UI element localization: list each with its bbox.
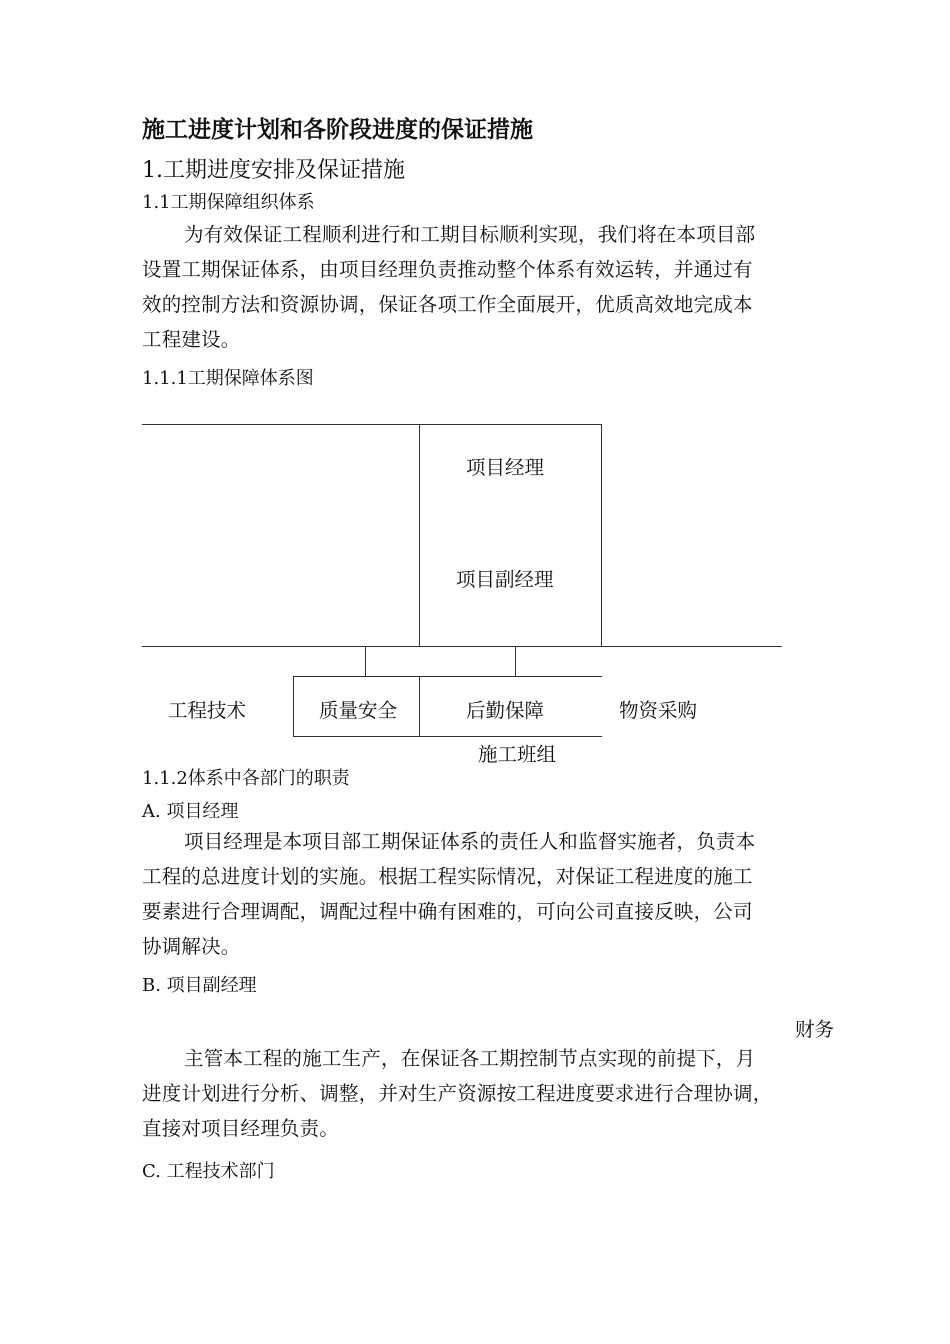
item-b-paragraph [142,1041,844,1146]
para-line: 要素进行合理调配，调配过程中确有困难的，可向公司直接反映，公司 [142,900,753,923]
node-purchasing: 物资采购 [619,699,698,722]
para-line: 主管本工程的施工生产，在保证各工期控制节点实现的前提下，月 [184,1047,756,1070]
intro-paragraph [142,217,844,357]
node-quality-safety: 质量安全 [319,699,398,722]
section-heading-1: 1.工期进度安排及保证措施 [142,158,405,183]
manager-box-right-border [601,424,602,647]
item-a-paragraph [142,824,844,964]
diagram-top-line [142,424,602,425]
section-heading-1-1-2: 1.1.2体系中各部门的职责 [142,768,350,789]
section-heading-1-1-1: 1.1.1工期保障体系图 [142,368,314,389]
item-c-heading: C. 工程技术部门 [142,1161,275,1182]
para-line: 直接对项目经理负责。 [142,1117,340,1140]
para-line: 效的控制方法和资源协调，保证各项工作全面展开，优质高效地完成本 [142,293,753,316]
connector-right [515,646,516,676]
para-line: 设置工期保证体系，由项目经理负责推动整个体系有效运转，并通过有 [142,258,753,281]
page-title: 施工进度计划和各阶段进度的保证措施 [142,117,533,143]
dept-row-top-line [293,676,602,677]
dept-box-left-border [293,676,294,737]
diagram-mid-line [142,646,782,647]
finance-label: 财务 [795,1018,835,1041]
item-a-heading: A. 项目经理 [142,801,239,822]
section-heading-1-1: 1.1工期保障组织体系 [142,192,315,213]
node-deputy-manager: 项目副经理 [456,568,554,591]
dept-box-divider [419,676,420,737]
node-logistics: 后勤保障 [466,699,545,722]
node-engineering-tech: 工程技术 [168,699,247,722]
para-line: 项目经理是本项目部工期保证体系的责任人和监督实施者，负责本 [184,830,756,853]
connector-left [365,646,366,676]
para-line: 协调解决。 [142,935,241,958]
para-line: 工程的总进度计划的实施。根据工程实际情况，对保证工程进度的施工 [142,865,753,888]
para-line: 进度计划进行分析、调整，并对生产资源按工程进度要求进行合理协调， [142,1082,773,1105]
manager-box-left-border [419,424,420,647]
node-construction-crew: 施工班组 [478,743,557,766]
para-line: 为有效保证工程顺利进行和工期目标顺利实现，我们将在本项目部 [184,223,756,246]
item-b-heading: B. 项目副经理 [142,975,257,996]
para-line: 工程建设。 [142,328,241,351]
dept-row-bottom-line [293,736,602,737]
node-project-manager: 项目经理 [466,456,545,479]
